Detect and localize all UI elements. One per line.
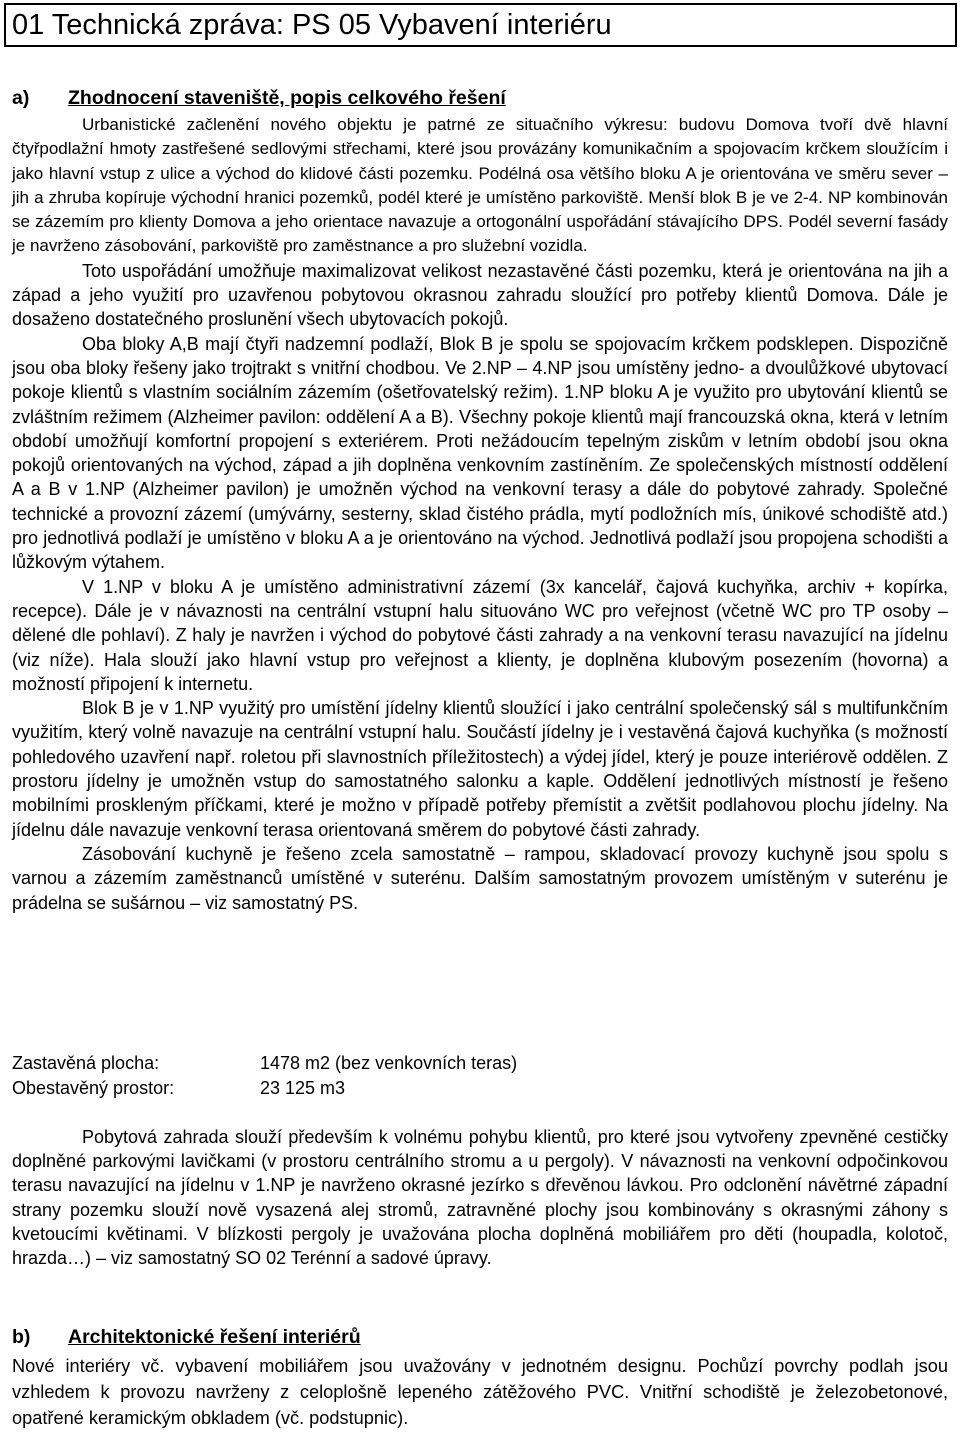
- paragraph-supply: Zásobování kuchyně je řešeno zcela samostatně – rampou, skladovací provozy kuchyně jsou spolu s varnou a zázemím zaměstnanců umístěné v suterénu. Dalším samostatným provozem umístěným v suterénu je prádelna se sušárnou – viz samostatný PS.: [12, 843, 948, 913]
- section-b-title: Architektonické řešení interiérů: [68, 1326, 361, 1348]
- section-a-body: [12, 113, 948, 915]
- paragraph-garden: Pobytová zahrada slouží především k volnému pohybu klientů, pro které jsou vytvořeny zpevněné cestičky doplněné parkovými lavičkami (v prostoru centrálního stromu a u pergoly). V návaznosti na venkovní odpočinkovou terasu navazující na jídelnu v 1.NP je navrženo okrasné jezírko s dřevěnou lávkou. Pro odclonění návětrné západní strany pozemku slouží nově vysazená alej stromů, zatravněné plochy jsou kombinovány s okrasnými záhony s kvetoucími květinami. V blízkosti pergoly je uvažována plocha doplněná mobiliářem pro děti (houpadla, kolotoč, hrazda…) – viz samostatný SO 02 Terénní a sadové úpravy.: [12, 1127, 948, 1269]
- section-a-heading: [12, 86, 506, 110]
- paragraph-blocks: Oba bloky A,B mají čtyři nadzemní podlaží, Blok B je spolu se spojovacím krčkem podsklepen. Dispozičně jsou oba bloky řešeny jako trojtrakt s vnitřní chodbou. Ve 2.NP – 4.NP jsou umístěny jedno- a dvoulůžkové ubytovací pokoje klientů s vlastním sociálním zázemím (ošetřovatelský režim). 1.NP bloku A je využito pro ubytování klientů se zvláštním režimem (Alzheimer pavilon: oddělení A a B). Všechny pokoje klientů mají francouzská okna, která v letním období umožňují komfortní propojení s exteriérem. Proti nežádoucím tepelným ziskům v letním období jsou okna pokojů orientovaných na východ, západ a jih doplněna venkovním zastíněním. Ze společenských místností oddělení A a B v 1.NP (Alzheimer pavilon) je umožněn východ na venkovní terasy a dále do pobytové zahrady. Společné technické a provozní zázemí (umývárny, sesterny, sklad čistého prádla, mytí podložních mís, únikové schodiště atd.) pro jednotlivá podlaží je umístěno v bloku A a je orientováno na východ. Jednotlivá podlaží jsou propojena schodišti a lůžkovým výtahem.: [12, 333, 948, 573]
- paragraph-interiors: Nové interiéry vč. vybavení mobiliářem jsou uvažovány v jednotném designu. Pochůzí povrchy podlah jsou vzhledem k provozu navrženy z celoplošně lepeného zátěžového PVC. Vnitřní schodiště je železobetonové, opatřené keramickým obkladem (vč. podstupnic).: [12, 1356, 948, 1428]
- stat-row-built-area: [12, 1051, 517, 1076]
- stats-table: [12, 1051, 517, 1100]
- stat-label: Zastavěná plocha:: [12, 1053, 160, 1073]
- paragraph-block-b: Blok B je v 1.NP využitý pro umístění jídelny klientů sloužící i jako centrální společenský sál s multifunkčním využitím, který volně navazuje na centrální vstupní halu. Součástí jídelny je i vestavěná čajová kuchyňka (s možností pohledového uzavření např. roletou při slavnostních příležitostech) a výdej jídel, který je pouze interiérově oddělen. Z prostoru jídelny je umožněn vstup do samostatného salonku a kaple. Oddělení jednotlivých místností je řešeno mobilními proskleným příčkami, které je možno v případě potřeby přemístit a zvětšit podlahovou plochu jídelny. Na jídelnu dále navazuje venkovní terasa orientovaná směrem do pobytové části zahrady.: [12, 698, 948, 840]
- stat-label: Obestavěný prostor:: [12, 1077, 175, 1098]
- garden-section: [12, 1125, 948, 1270]
- paragraph-urbanism: Urbanistické začlenění nového objektu je patrné ze situačního výkresu: budovu Domova tvoří dvě hlavní čtyřpodlažní hmoty zastřešené sedlovými střechami, které jsou provázány komunikačním a spojovacím krčkem sloužícím i jako hlavní vstup z ulice a východ do klidové části pozemku. Podélná osa většího bloku A je orientována ve směru sever – jih a zhruba kopíruje východní hranici pozemků, podél které je umístěno parkoviště. Menší blok B je ve 2-4. NP kombinován se zázemím pro klienty Domova a jeho orientace navazuje a ortogonální uspořádání stávajícího DPS. Podél severní fasády je navrženo zásobování, parkoviště pro zaměstnance a pro služební vozidla.: [12, 115, 948, 256]
- section-b-heading: [12, 1325, 361, 1349]
- paragraph-layout: Toto uspořádání umožňuje maximalizovat velikost nezastavěné části pozemku, která je orientována na jih a západ a jeho využití pro uzavřenou pobytovou okrasnou zahradu sloužící pro potřeby klientů Domova. Dále je dosaženo dostatečného proslunění všech ubytovacích pokojů.: [12, 260, 948, 330]
- section-b-letter: b): [12, 1326, 31, 1348]
- stat-value: 1478 m2 (bez venkovních teras): [260, 1053, 518, 1073]
- page-title: 01 Technická zpráva: PS 05 Vybavení interiéru: [12, 9, 612, 41]
- section-a-letter: a): [12, 87, 30, 109]
- stat-value: 23 125 m3: [260, 1077, 346, 1098]
- section-a-title: Zhodnocení staveniště, popis celkového řešení: [68, 87, 506, 109]
- title-box: [4, 3, 957, 47]
- stat-row-built-volume: [12, 1076, 517, 1101]
- paragraph-1np-block-a: V 1.NP v bloku A je umístěno administrativní zázemí (3x kancelář, čajová kuchyňka, archiv + kopírka, recepce). Dále je v návaznosti na centrální vstupní halu situováno WC pro veřejnost (včetně WC pro TP osoby – dělené dle pohlaví). Z haly je navržen i východ do pobytové části zahrady a na venkovní terasu navazující na jídelnu (viz níže). Hala slouží jako hlavní vstup pro veřejnost a klienty, je doplněna klubovým posezením (hovorna) a možností připojení k internetu.: [12, 576, 948, 694]
